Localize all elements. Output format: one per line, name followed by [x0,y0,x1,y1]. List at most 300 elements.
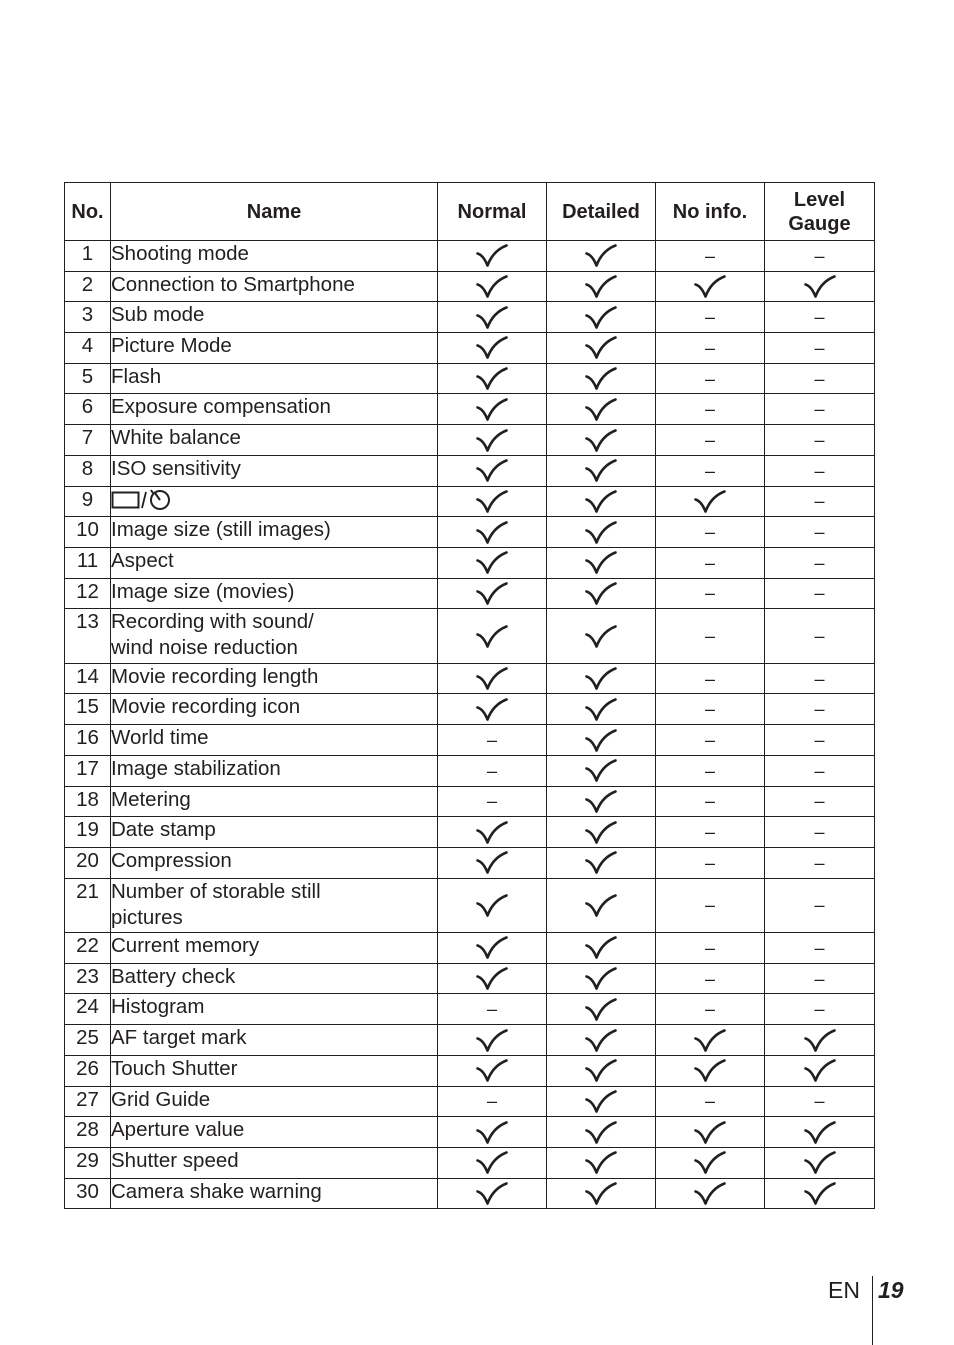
cell-noinfo [656,271,765,302]
row-name: Battery check [111,963,438,994]
check-mark-icon [585,244,617,268]
cell-detailed [547,847,656,878]
cell-noinfo [656,455,765,486]
page-number: 19 [878,1277,904,1303]
check-mark-icon [585,336,617,360]
cell-detailed [547,241,656,272]
cell-noinfo [656,994,765,1025]
row-number: 23 [65,963,111,994]
table-row [65,547,875,578]
table-row [65,517,875,548]
cell-level [765,1086,875,1117]
dash-mark: – [814,791,825,812]
row-name: World time [111,725,438,756]
cell-noinfo [656,786,765,817]
dash-mark: – [814,626,825,646]
cell-level [765,517,875,548]
check-mark-icon [694,1059,726,1083]
cell-level [765,725,875,756]
table-row [65,486,875,517]
row-number: 15 [65,694,111,725]
cell-detailed [547,578,656,609]
dash-mark: – [704,852,715,873]
dash-mark: – [486,729,497,750]
row-number: 26 [65,1055,111,1086]
check-mark-icon [476,459,508,483]
dash-mark: – [704,729,715,750]
dash-mark: – [704,626,715,646]
page-footer [824,1276,954,1345]
table-row [65,1025,875,1056]
cell-level [765,1055,875,1086]
row-number: 16 [65,725,111,756]
row-number: 9 [65,486,111,517]
cell-normal [438,725,547,756]
check-mark-icon [804,1151,836,1175]
dash-mark: – [814,999,825,1020]
dash-mark: – [814,307,825,328]
cell-normal [438,878,547,933]
check-mark-icon [585,759,617,783]
cell-normal [438,694,547,725]
cell-normal [438,663,547,694]
table-row [65,1086,875,1117]
table-row [65,425,875,456]
cell-normal [438,1025,547,1056]
cell-level [765,933,875,964]
cell-level [765,455,875,486]
table-row [65,1178,875,1209]
cell-level [765,363,875,394]
table-row [65,878,875,933]
cell-normal [438,786,547,817]
dash-mark: – [486,760,497,781]
cell-level [765,241,875,272]
dash-mark: – [486,1091,497,1112]
table-row [65,817,875,848]
row-name: Image size (movies) [111,578,438,609]
cell-normal [438,1178,547,1209]
dash-mark: – [814,895,825,916]
cell-normal [438,547,547,578]
cell-detailed [547,333,656,364]
row-name: Movie recording icon [111,694,438,725]
row-number: 24 [65,994,111,1025]
row-number: 17 [65,755,111,786]
cell-detailed [547,694,656,725]
cell-noinfo [656,333,765,364]
cell-normal [438,241,547,272]
row-name: Current memory [111,933,438,964]
cell-detailed [547,663,656,694]
row-number: 2 [65,271,111,302]
check-mark-icon [476,1182,508,1206]
check-mark-icon [476,521,508,545]
cell-normal [438,302,547,333]
row-number: 6 [65,394,111,425]
table-row [65,241,875,272]
cell-noinfo [656,547,765,578]
dash-mark: – [704,791,715,812]
check-mark-icon [585,1029,617,1053]
check-mark-icon [694,1182,726,1206]
dash-mark: – [814,760,825,781]
dash-mark: – [814,337,825,358]
check-mark-icon [694,1121,726,1145]
cell-noinfo [656,755,765,786]
cell-noinfo [656,725,765,756]
check-mark-icon [585,1182,617,1206]
row-number: 30 [65,1178,111,1209]
dash-mark: – [704,245,715,266]
cell-noinfo [656,486,765,517]
table-row [65,609,875,664]
cell-detailed [547,963,656,994]
cell-level [765,663,875,694]
cell-level [765,609,875,664]
cell-detailed [547,394,656,425]
table-row [65,578,875,609]
check-mark-icon [476,275,508,299]
header-no-info: No info. [656,183,765,241]
cell-detailed [547,1086,656,1117]
check-mark-icon [476,1121,508,1145]
check-mark-icon [585,790,617,814]
cell-normal [438,609,547,664]
dash-mark: – [704,822,715,843]
cell-detailed [547,994,656,1025]
dash-mark: – [704,368,715,389]
dash-mark: – [704,895,715,916]
dash-mark: – [704,583,715,604]
check-mark-icon [585,698,617,722]
row-name: Shooting mode [111,241,438,272]
footer-divider [872,1276,873,1345]
dash-mark: – [486,999,497,1020]
dash-mark: – [814,699,825,720]
row-name: Recording with sound/ wind noise reduction [111,609,438,664]
cell-normal [438,517,547,548]
check-mark-icon [804,1059,836,1083]
check-mark-icon [476,1029,508,1053]
row-number: 18 [65,786,111,817]
cell-level [765,1117,875,1148]
check-mark-icon [585,936,617,960]
cell-normal [438,1086,547,1117]
check-mark-icon [476,306,508,330]
row-number: 20 [65,847,111,878]
row-number: 28 [65,1117,111,1148]
cell-detailed [547,486,656,517]
cell-noinfo [656,1055,765,1086]
table-row [65,725,875,756]
row-number: 29 [65,1147,111,1178]
check-mark-icon [476,851,508,875]
check-mark-icon [476,582,508,606]
check-mark-icon [476,1059,508,1083]
dash-mark: – [814,729,825,750]
check-mark-icon [476,821,508,845]
row-number: 25 [65,1025,111,1056]
cell-level [765,994,875,1025]
cell-noinfo [656,817,765,848]
row-name: Camera shake warning [111,1178,438,1209]
cell-detailed [547,271,656,302]
cell-normal [438,1117,547,1148]
table-row [65,302,875,333]
cell-detailed [547,363,656,394]
table-row [65,994,875,1025]
dash-mark: – [704,999,715,1020]
cell-level [765,547,875,578]
row-number: 5 [65,363,111,394]
header-no: No. [65,183,111,241]
cell-noinfo [656,302,765,333]
cell-normal [438,1055,547,1086]
row-number: 21 [65,878,111,933]
cell-level [765,394,875,425]
row-number: 4 [65,333,111,364]
cell-level [765,271,875,302]
cell-detailed [547,1025,656,1056]
cell-level [765,786,875,817]
cell-normal [438,1147,547,1178]
check-mark-icon [585,459,617,483]
display-items-table [64,182,875,1209]
table-row [65,271,875,302]
table-row [65,1055,875,1086]
header-name: Name [111,183,438,241]
cell-level [765,847,875,878]
check-mark-icon [476,367,508,391]
table-row [65,1117,875,1148]
cell-detailed [547,1117,656,1148]
cell-noinfo [656,694,765,725]
row-name: Date stamp [111,817,438,848]
check-mark-icon [585,667,617,691]
single-self-timer-icon [111,487,175,511]
dash-mark: – [704,337,715,358]
cell-detailed [547,755,656,786]
row-name: Aperture value [111,1117,438,1148]
cell-noinfo [656,394,765,425]
cell-noinfo [656,1086,765,1117]
dash-mark: – [814,522,825,543]
cell-noinfo [656,241,765,272]
cell-level [765,755,875,786]
dash-mark: – [704,552,715,573]
row-number: 10 [65,517,111,548]
row-number: 7 [65,425,111,456]
check-mark-icon [585,894,617,918]
row-name: Exposure compensation [111,394,438,425]
cell-detailed [547,609,656,664]
cell-noinfo [656,878,765,933]
cell-normal [438,847,547,878]
check-mark-icon [585,821,617,845]
check-mark-icon [804,275,836,299]
check-mark-icon [476,429,508,453]
row-name: Flash [111,363,438,394]
cell-normal [438,933,547,964]
row-name: ISO sensitivity [111,455,438,486]
check-mark-icon [585,1121,617,1145]
cell-normal [438,455,547,486]
cell-detailed [547,933,656,964]
cell-normal [438,271,547,302]
dash-mark: – [704,1091,715,1112]
cell-level [765,425,875,456]
row-number: 3 [65,302,111,333]
table-row [65,847,875,878]
row-name: Compression [111,847,438,878]
check-mark-icon [476,667,508,691]
dash-mark: – [814,460,825,481]
cell-noinfo [656,1025,765,1056]
header-level-gauge: Level Gauge [765,183,875,241]
check-mark-icon [476,625,508,649]
dash-mark: – [814,937,825,958]
dash-mark: – [704,522,715,543]
cell-noinfo [656,517,765,548]
row-number: 8 [65,455,111,486]
cell-detailed [547,517,656,548]
row-name: Shutter speed [111,1147,438,1178]
check-mark-icon [585,429,617,453]
cell-detailed [547,878,656,933]
dash-mark: – [814,399,825,420]
check-mark-icon [804,1182,836,1206]
cell-detailed [547,1147,656,1178]
table-row [65,394,875,425]
row-name [111,486,438,517]
dash-mark: – [704,760,715,781]
check-mark-icon [585,729,617,753]
header-normal: Normal [438,183,547,241]
check-mark-icon [585,398,617,422]
cell-detailed [547,547,656,578]
cell-detailed [547,817,656,848]
dash-mark: – [704,937,715,958]
cell-normal [438,578,547,609]
check-mark-icon [585,998,617,1022]
dash-mark: – [704,668,715,689]
row-name: Image stabilization [111,755,438,786]
table-header-row [65,183,875,241]
row-name: Movie recording length [111,663,438,694]
check-mark-icon [476,398,508,422]
check-mark-icon [694,275,726,299]
row-name: Grid Guide [111,1086,438,1117]
check-mark-icon [476,490,508,514]
check-mark-icon [804,1121,836,1145]
cell-normal [438,963,547,994]
cell-level [765,333,875,364]
cell-noinfo [656,663,765,694]
row-name: Histogram [111,994,438,1025]
cell-level [765,878,875,933]
check-mark-icon [476,244,508,268]
check-mark-icon [476,1151,508,1175]
dash-mark: – [704,429,715,450]
cell-level [765,1178,875,1209]
row-name: Picture Mode [111,333,438,364]
cell-level [765,1025,875,1056]
row-number: 12 [65,578,111,609]
cell-detailed [547,1055,656,1086]
cell-normal [438,755,547,786]
dash-mark: – [814,429,825,450]
cell-noinfo [656,578,765,609]
dash-mark: – [704,460,715,481]
check-mark-icon [585,582,617,606]
check-mark-icon [585,1059,617,1083]
cell-detailed [547,786,656,817]
dash-mark: – [814,491,825,512]
cell-normal [438,994,547,1025]
row-name: AF target mark [111,1025,438,1056]
cell-detailed [547,725,656,756]
check-mark-icon [585,967,617,991]
table-row [65,963,875,994]
cell-noinfo [656,363,765,394]
header-detailed: Detailed [547,183,656,241]
row-name: Connection to Smartphone [111,271,438,302]
dash-mark: – [814,583,825,604]
row-number: 14 [65,663,111,694]
dash-mark: – [814,1091,825,1112]
row-name: Sub mode [111,302,438,333]
cell-detailed [547,425,656,456]
row-name: Aspect [111,547,438,578]
dash-mark: – [704,399,715,420]
check-mark-icon [585,490,617,514]
cell-detailed [547,455,656,486]
table-row [65,786,875,817]
dash-mark: – [814,552,825,573]
row-name: White balance [111,425,438,456]
dash-mark: – [814,245,825,266]
check-mark-icon [476,336,508,360]
check-mark-icon [694,490,726,514]
cell-level [765,486,875,517]
table-row [65,933,875,964]
table-row [65,663,875,694]
cell-level [765,694,875,725]
check-mark-icon [585,306,617,330]
cell-noinfo [656,1117,765,1148]
dash-mark: – [814,852,825,873]
check-mark-icon [585,551,617,575]
cell-normal [438,363,547,394]
check-mark-icon [585,851,617,875]
dash-mark: – [704,968,715,989]
dash-mark: – [814,968,825,989]
table-row [65,455,875,486]
row-name: Image size (still images) [111,517,438,548]
dash-mark: – [486,791,497,812]
check-mark-icon [476,967,508,991]
cell-noinfo [656,425,765,456]
cell-normal [438,394,547,425]
cell-noinfo [656,1178,765,1209]
check-mark-icon [694,1151,726,1175]
cell-level [765,963,875,994]
row-name: Number of storable still pictures [111,878,438,933]
check-mark-icon [585,521,617,545]
cell-normal [438,333,547,364]
dash-mark: – [814,822,825,843]
